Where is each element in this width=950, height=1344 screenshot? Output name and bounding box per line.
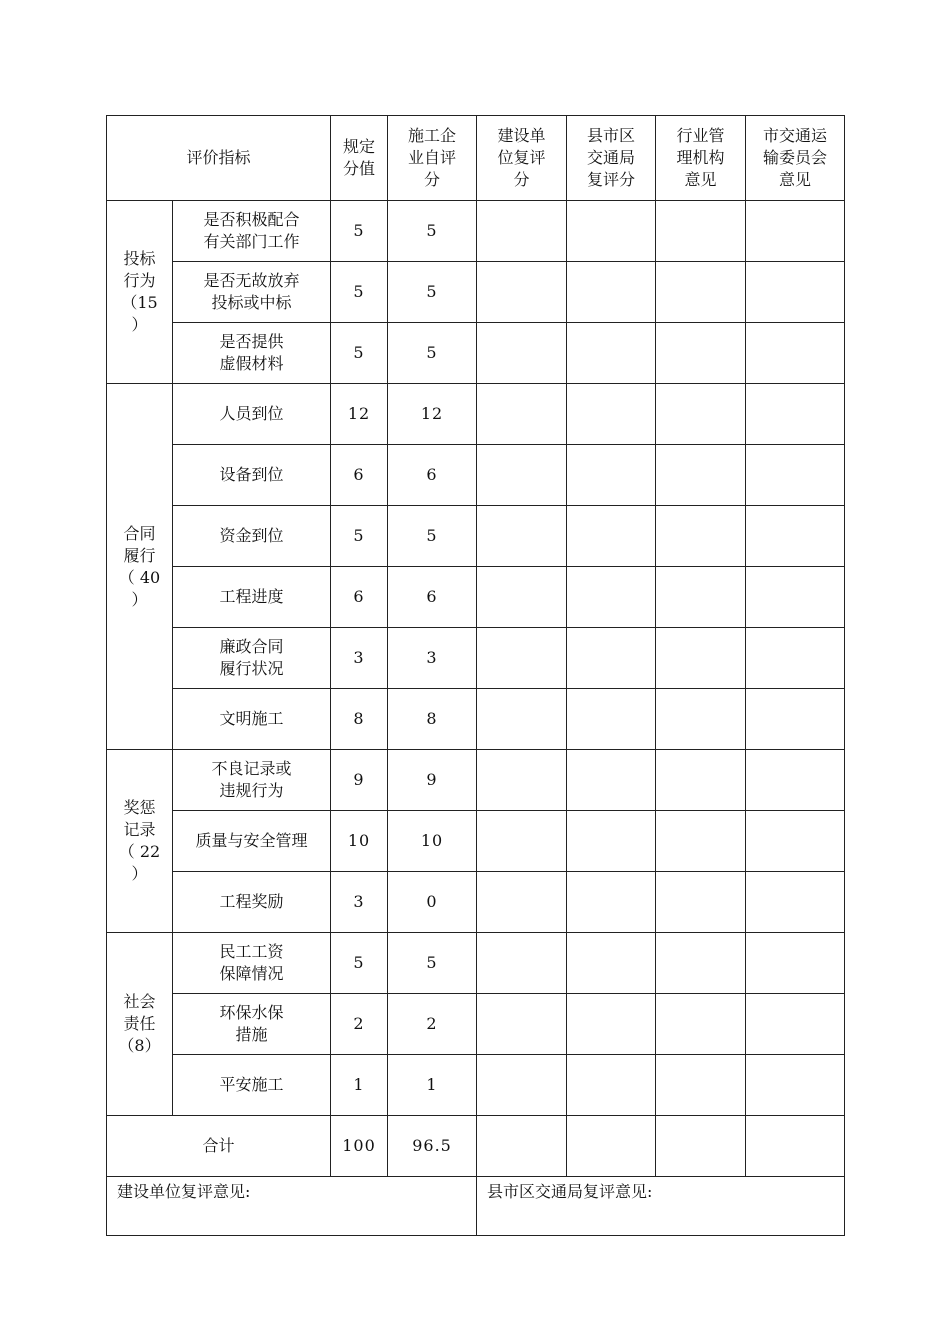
total-owner-review[interactable] [477,1116,567,1177]
item-name-cell: 设备到位 [173,445,331,506]
table-row [107,933,845,994]
owner-review-cell[interactable] [477,811,567,872]
self-score-cell: 3 [388,628,477,689]
county-review-cell[interactable] [567,933,656,994]
owner-review-cell[interactable] [477,750,567,811]
industry-opinion-cell[interactable] [656,994,746,1055]
total-county-review[interactable] [567,1116,656,1177]
industry-opinion-cell[interactable] [656,506,746,567]
county-review-cell[interactable] [567,872,656,933]
industry-opinion-cell[interactable] [656,933,746,994]
table-row [107,201,845,262]
standard-score-cell: 3 [331,872,388,933]
header-county-review: 县市区 交通局 复评分 [567,116,656,201]
item-name-cell: 廉政合同 履行状况 [173,628,331,689]
table-row [107,567,845,628]
table-row [107,262,845,323]
item-name-cell: 是否无故放弃 投标或中标 [173,262,331,323]
total-city-opinion[interactable] [746,1116,845,1177]
county-review-cell[interactable] [567,628,656,689]
evaluation-table [106,115,845,1236]
county-review-cell[interactable] [567,567,656,628]
industry-opinion-cell[interactable] [656,262,746,323]
category-cell: 社会 责任 （8） [107,933,173,1116]
industry-opinion-cell[interactable] [656,1055,746,1116]
category-cell: 奖惩 记录 （ 22 ） [107,750,173,933]
table-row [107,323,845,384]
owner-review-cell[interactable] [477,262,567,323]
industry-opinion-cell[interactable] [656,811,746,872]
county-review-cell[interactable] [567,323,656,384]
item-name-cell: 是否提供 虚假材料 [173,323,331,384]
county-review-cell[interactable] [567,201,656,262]
industry-opinion-cell[interactable] [656,384,746,445]
item-name-cell: 文明施工 [173,689,331,750]
owner-review-cell[interactable] [477,628,567,689]
industry-opinion-cell[interactable] [656,201,746,262]
owner-opinion-field[interactable]: 建设单位复评意见: [107,1177,477,1236]
table-row [107,628,845,689]
county-review-cell[interactable] [567,994,656,1055]
item-name-cell: 平安施工 [173,1055,331,1116]
item-name-cell: 工程奖励 [173,872,331,933]
county-review-cell[interactable] [567,1055,656,1116]
table-row [107,872,845,933]
item-name-cell: 不良记录或 违规行为 [173,750,331,811]
header-indicator: 评价指标 [107,116,331,201]
owner-review-cell[interactable] [477,323,567,384]
county-review-cell[interactable] [567,506,656,567]
owner-review-cell[interactable] [477,384,567,445]
city-opinion-cell[interactable] [746,384,845,445]
self-score-cell: 0 [388,872,477,933]
self-score-cell: 5 [388,933,477,994]
category-cell: 投标 行为 （15 ） [107,201,173,384]
owner-review-cell[interactable] [477,506,567,567]
standard-score-cell: 12 [331,384,388,445]
self-score-cell: 6 [388,445,477,506]
self-score-cell: 9 [388,750,477,811]
county-review-cell[interactable] [567,811,656,872]
item-name-cell: 是否积极配合 有关部门工作 [173,201,331,262]
standard-score-cell: 1 [331,1055,388,1116]
evaluation-form [106,115,844,1229]
county-review-cell[interactable] [567,689,656,750]
city-opinion-cell[interactable] [746,567,845,628]
table-row [107,445,845,506]
industry-opinion-cell[interactable] [656,689,746,750]
owner-review-cell[interactable] [477,201,567,262]
header-owner-review: 建设单 位复评 分 [477,116,567,201]
city-opinion-cell[interactable] [746,323,845,384]
table-row [107,384,845,445]
industry-opinion-cell[interactable] [656,872,746,933]
self-score-cell: 8 [388,689,477,750]
table-row [107,506,845,567]
county-opinion-field[interactable]: 县市区交通局复评意见: [477,1177,845,1236]
standard-score-cell: 8 [331,689,388,750]
item-name-cell: 资金到位 [173,506,331,567]
city-opinion-cell[interactable] [746,872,845,933]
self-score-cell: 5 [388,201,477,262]
standard-score-cell: 2 [331,994,388,1055]
standard-score-cell: 10 [331,811,388,872]
self-score-cell: 6 [388,567,477,628]
owner-review-cell[interactable] [477,933,567,994]
city-opinion-cell[interactable] [746,994,845,1055]
city-opinion-cell[interactable] [746,750,845,811]
total-self: 96.5 [388,1116,477,1177]
standard-score-cell: 9 [331,750,388,811]
header-standard-score: 规定 分值 [331,116,388,201]
standard-score-cell: 5 [331,506,388,567]
city-opinion-cell[interactable] [746,933,845,994]
standard-score-cell: 5 [331,201,388,262]
table-row [107,811,845,872]
total-industry-opinion[interactable] [656,1116,746,1177]
total-label: 合计 [107,1116,331,1177]
item-name-cell: 质量与安全管理 [173,811,331,872]
county-review-cell[interactable] [567,445,656,506]
standard-score-cell: 5 [331,323,388,384]
table-row [107,994,845,1055]
city-opinion-cell[interactable] [746,445,845,506]
industry-opinion-cell[interactable] [656,750,746,811]
city-opinion-cell[interactable] [746,201,845,262]
standard-score-cell: 6 [331,567,388,628]
header-industry-opinion: 行业管 理机构 意见 [656,116,746,201]
standard-score-cell: 6 [331,445,388,506]
header-self-score: 施工企 业自评 分 [388,116,477,201]
city-opinion-cell[interactable] [746,811,845,872]
item-name-cell: 环保水保 措施 [173,994,331,1055]
self-score-cell: 2 [388,994,477,1055]
owner-review-cell[interactable] [477,689,567,750]
city-opinion-cell[interactable] [746,689,845,750]
industry-opinion-cell[interactable] [656,628,746,689]
table-row [107,750,845,811]
industry-opinion-cell[interactable] [656,323,746,384]
standard-score-cell: 5 [331,262,388,323]
self-score-cell: 1 [388,1055,477,1116]
city-opinion-cell[interactable] [746,628,845,689]
standard-score-cell: 5 [331,933,388,994]
city-opinion-cell[interactable] [746,262,845,323]
item-name-cell: 人员到位 [173,384,331,445]
self-score-cell: 12 [388,384,477,445]
table-row [107,1055,845,1116]
table-row [107,689,845,750]
category-cell: 合同 履行 （ 40 ） [107,384,173,750]
item-name-cell: 民工工资 保障情况 [173,933,331,994]
standard-score-cell: 3 [331,628,388,689]
owner-review-cell[interactable] [477,994,567,1055]
item-name-cell: 工程进度 [173,567,331,628]
county-review-cell[interactable] [567,750,656,811]
header-row [107,116,845,201]
total-row [107,1116,845,1177]
header-city-opinion: 市交通运 输委员会 意见 [746,116,845,201]
total-standard: 100 [331,1116,388,1177]
owner-review-cell[interactable] [477,445,567,506]
owner-review-cell[interactable] [477,872,567,933]
industry-opinion-cell[interactable] [656,445,746,506]
city-opinion-cell[interactable] [746,1055,845,1116]
industry-opinion-cell[interactable] [656,567,746,628]
county-review-cell[interactable] [567,262,656,323]
self-score-cell: 5 [388,506,477,567]
opinions-row [107,1177,845,1236]
owner-review-cell[interactable] [477,1055,567,1116]
self-score-cell: 5 [388,323,477,384]
self-score-cell: 10 [388,811,477,872]
owner-review-cell[interactable] [477,567,567,628]
city-opinion-cell[interactable] [746,506,845,567]
self-score-cell: 5 [388,262,477,323]
county-review-cell[interactable] [567,384,656,445]
